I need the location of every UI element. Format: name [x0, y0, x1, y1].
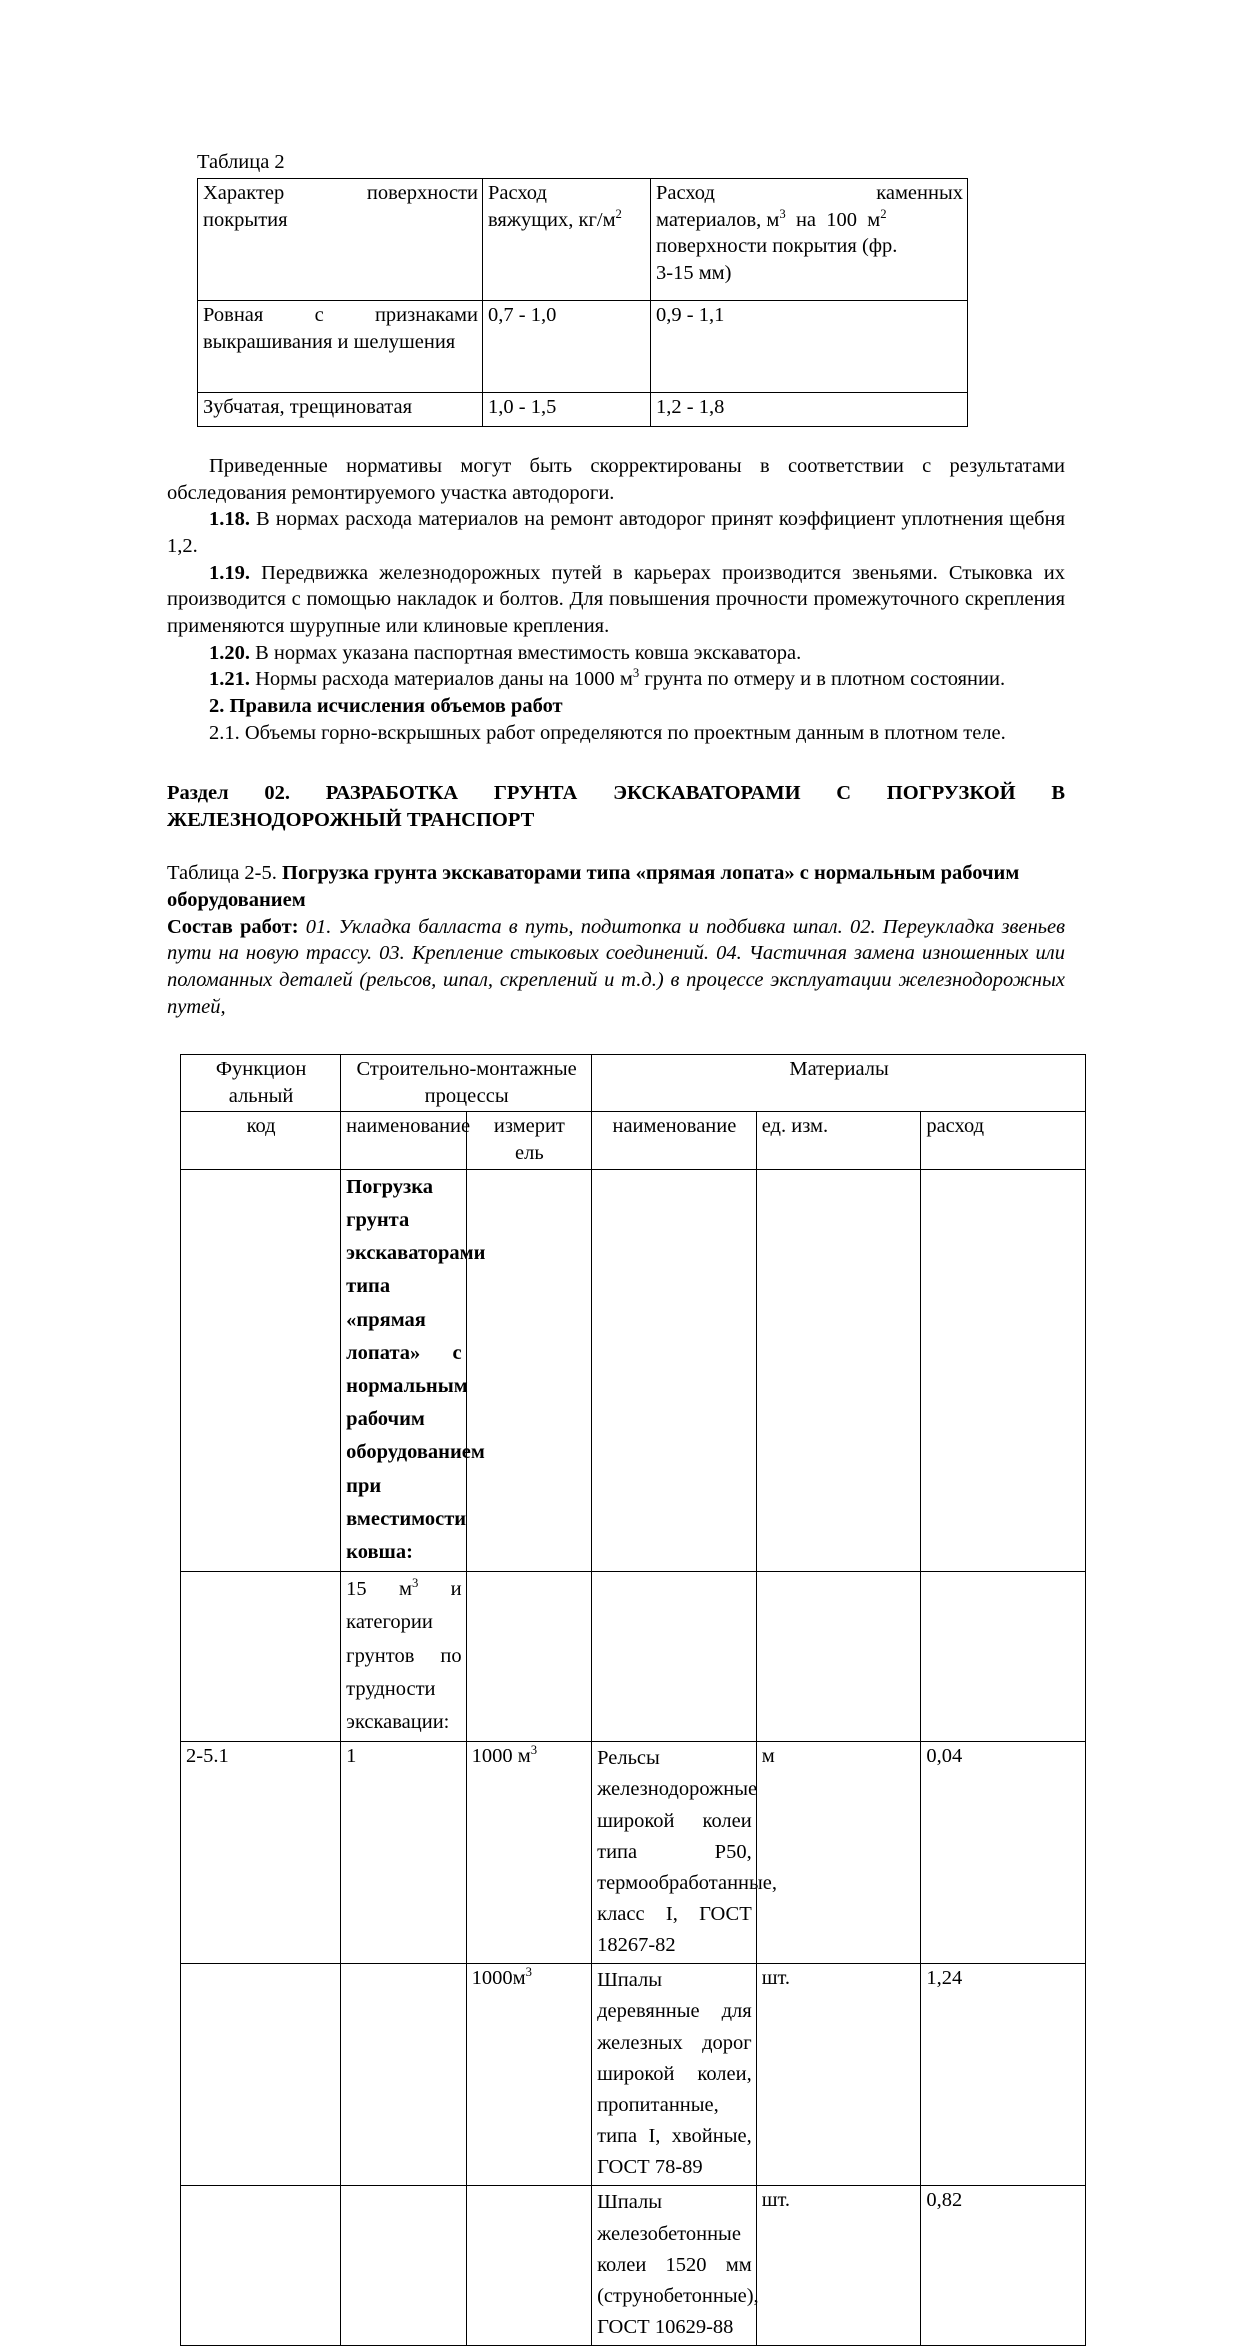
table1-header-stone — [651, 179, 968, 301]
functional-line2: альный — [228, 1084, 294, 1107]
stone-sup2: 2 — [880, 207, 887, 221]
t2-cell-code — [181, 1169, 341, 1571]
measure-line2: ель — [515, 1142, 544, 1165]
measure-value: 1000 м — [471, 1745, 531, 1768]
clause-number-1-20: 1.20. — [209, 641, 250, 664]
stone-line1-a: Расход — [656, 182, 715, 205]
section-heading-line1: Раздел 02. РАЗРАБОТКА ГРУНТА ЭКСКАВАТОРАМИ С ПОГРУЗКОЙ В — [167, 782, 1065, 805]
table-row — [181, 1572, 1086, 1742]
t2-cell-process-title: Погрузка грунта экскаваторами типа «прямая лопата» с нормальным рабочим оборудованием при вместимости ковша: — [341, 1169, 466, 1571]
clause-1-21-superscript: 3 — [632, 666, 640, 681]
table-row — [181, 1742, 1086, 1964]
stone-line4: 3-15 мм) — [656, 262, 732, 285]
t2-cell-unit: шт. — [756, 1964, 921, 2186]
heading-section-2: 2. Правила исчисления объемов работ — [209, 694, 563, 717]
table1-cell-character: Ровная с признаками выкрашивания и шелушения — [198, 301, 483, 393]
paragraph-1-21 — [167, 666, 1065, 693]
t2-header-code: код — [181, 1112, 341, 1169]
t2-cell-code — [181, 2186, 341, 2346]
t2-cell-consumption: 1,24 — [921, 1964, 1086, 2186]
table2-title — [167, 860, 1065, 913]
t2-cell-unit — [756, 1169, 921, 1571]
t2-cell-material: Рельсы железнодорожные широкой колеи типа Р50, термообработанные, класс I, ГОСТ 18267-82 — [592, 1742, 757, 1964]
t2-cell-consumption — [921, 1169, 1086, 1571]
t2-cell-unit — [756, 1572, 921, 1742]
t2-cell-measure — [466, 1964, 591, 2186]
table1-cell-binder: 0,7 - 1,0 — [483, 301, 651, 393]
t2-cell-measure — [466, 1169, 591, 1571]
capacity-superscript: 3 — [411, 1576, 419, 1591]
t2-cell-material — [592, 1169, 757, 1571]
works-composition-text: 01. Укладка балласта в путь, подштопка и подбивка шпал. 02. Переукладка звеньев пути на новую трассу. 03. Крепление стыковых соединений. 04. Частичная замена изношенных или поломанных деталей (рельсов, шпал, скреплений и т.д.) в процессе эксплуатации железнодорожных путей, — [167, 915, 1065, 1018]
t2-cell-measure — [466, 2186, 591, 2346]
t2-cell-process-index — [341, 2186, 466, 2346]
paragraph-1-20 — [167, 640, 1065, 667]
table-row — [181, 1964, 1086, 2186]
table-row — [198, 301, 968, 393]
table-row-header — [198, 179, 968, 301]
table-row — [198, 393, 968, 427]
stone-line3: поверхности покрытия (фр. — [656, 235, 898, 258]
table1-cell-binder: 1,0 - 1,5 — [483, 393, 651, 427]
t2-header-consumption: расход — [921, 1112, 1086, 1169]
table-surface-consumption — [197, 178, 968, 427]
clause-number-1-18: 1.18. — [209, 508, 250, 531]
measure-superscript: 3 — [525, 1965, 532, 1980]
table1-header-character: Характер поверхности покрытия — [198, 179, 483, 301]
t2-cell-code: 2-5.1 — [181, 1742, 341, 1964]
clause-text-1-19: Передвижка железнодорожных путей в карьерах производится звеньями. Стыковка их производится с помощью накладок и болтов. Для повышения прочности промежуточного скрепления применяются шурупные или клиновые крепления. — [167, 561, 1065, 638]
t2-header-processes — [341, 1055, 592, 1112]
t2-cell-consumption: 0,04 — [921, 1742, 1086, 1964]
table1-cell-stone: 0,9 - 1,1 — [651, 301, 968, 393]
paragraph-1-18 — [167, 506, 1065, 559]
t2-cell-consumption: 0,82 — [921, 2186, 1086, 2346]
t2-cell-process-index — [341, 1964, 466, 2186]
paragraph-1-19 — [167, 560, 1065, 640]
stone-sup1: 3 — [779, 207, 786, 221]
t2-header-functional — [181, 1055, 341, 1112]
table1-caption: Таблица 2 — [197, 151, 285, 173]
measure-superscript: 3 — [530, 1743, 538, 1758]
measure-value: 1000м — [471, 1967, 526, 1990]
paragraph-intro: Приведенные нормативы могут быть скорректированы в соответствии с результатами обследования ремонтируемого участка автодороги. — [167, 455, 1065, 504]
t2-cell-unit: шт. — [756, 2186, 921, 2346]
t2-cell-measure — [466, 1572, 591, 1742]
t2-cell-code — [181, 1964, 341, 2186]
clause-text-1-18: В нормах расхода материалов на ремонт автодорог принят коэффициент уплотнения щебня 1,2. — [167, 508, 1065, 558]
works-composition — [167, 914, 1065, 1021]
capacity-value: 15 м — [346, 1578, 412, 1601]
table1-header-binder — [483, 179, 651, 301]
works-composition-label: Состав работ: — [167, 915, 299, 938]
table2-title-bold: Погрузка грунта экскаваторами типа «прямая лопата» с нормальным рабочим оборудованием — [167, 862, 1020, 911]
t2-header-unit: ед. изм. — [756, 1112, 921, 1169]
t2-cell-material: Шпалы деревянные для железных дорог широкой колеи, пропитанные, типа I, хвойные, ГОСТ 78-89 — [592, 1964, 757, 2186]
processes-line1: Строительно-монтажные — [356, 1058, 577, 1081]
t2-cell-code — [181, 1572, 341, 1742]
t2-cell-process-capacity — [341, 1572, 466, 1742]
t2-cell-measure — [466, 1742, 591, 1964]
stone-line2-b: на 100 м — [790, 208, 881, 231]
table-row-header-sub — [181, 1112, 1086, 1169]
processes-line2: процессы — [424, 1084, 509, 1107]
t2-header-proc-name: наименование — [341, 1112, 466, 1169]
clause-number-1-21: 1.21. — [209, 668, 250, 691]
binder-line2: вяжущих, кг/м — [488, 208, 616, 231]
t2-header-measure — [466, 1112, 591, 1169]
t2-cell-process-index: 1 — [341, 1742, 466, 1964]
clause-text-1-21-a: Нормы расхода материалов даны на 1000 м — [250, 668, 633, 691]
stone-line1-b: каменных — [876, 182, 963, 205]
t2-header-materials: Материалы — [592, 1055, 1086, 1112]
clause-number-1-19: 1.19. — [209, 561, 250, 584]
table-loading-norms — [180, 1054, 1086, 2346]
table-row-header-top — [181, 1055, 1086, 1112]
stone-line2-a: материалов, м — [656, 208, 780, 231]
section-heading-line2: ЖЕЛЕЗНОДОРОЖНЫЙ ТРАНСПОРТ — [167, 809, 535, 832]
binder-sup: 2 — [615, 207, 622, 221]
table-row — [181, 1169, 1086, 1571]
table1-cell-character: Зубчатая, трещиноватая — [198, 393, 483, 427]
paragraph-2-1: 2.1. Объемы горно-вскрышных работ определяются по проектным данным в плотном теле. — [209, 721, 1006, 744]
table-row — [181, 2186, 1086, 2346]
t2-cell-material: Шпалы железобетонные колеи 1520 мм (струнобетонные), ГОСТ 10629-88 — [592, 2186, 757, 2346]
t2-cell-consumption — [921, 1572, 1086, 1742]
clause-text-1-21-b: грунта по отмеру и в плотном состоянии. — [639, 668, 1006, 691]
t2-cell-unit: м — [756, 1742, 921, 1964]
clause-text-1-20: В нормах указана паспортная вместимость ковша экскаватора. — [250, 641, 802, 664]
capacity-text: и категории грунтов по трудности экскавации: — [346, 1578, 462, 1733]
table1-cell-stone: 1,2 - 1,8 — [651, 393, 968, 427]
table2-title-label: Таблица 2-5. — [167, 862, 283, 885]
functional-line1: Функцион — [215, 1058, 307, 1081]
binder-line1: Расход — [488, 182, 547, 205]
section-heading — [167, 780, 1065, 834]
t2-cell-material — [592, 1572, 757, 1742]
t2-header-mat-name: наименование — [592, 1112, 757, 1169]
measure-line1: измерит — [493, 1115, 565, 1138]
